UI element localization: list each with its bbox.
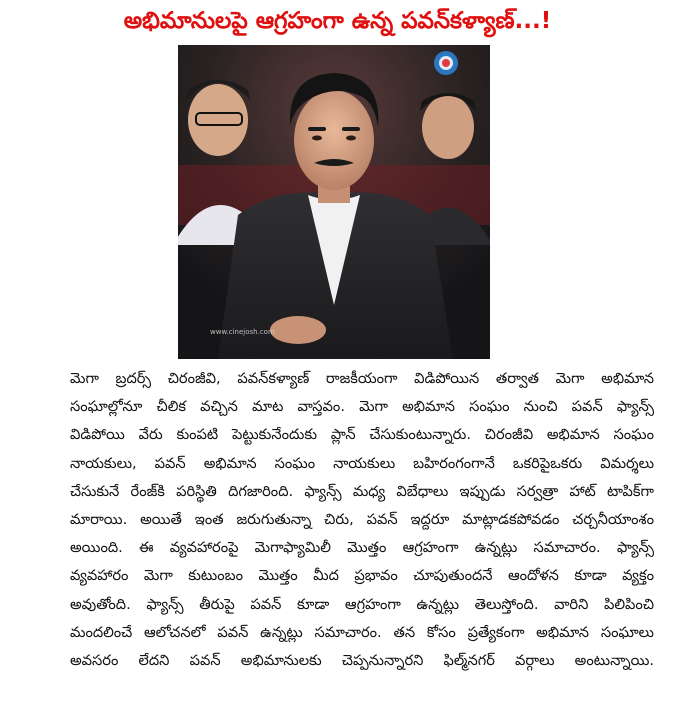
photo-illustration [178,45,490,359]
article-line: అవసరం లేదని పవన్ అభిమానులకు చెప్పనున్నారని ఫిల్మ్‌నగర్ వర్గాలు అంటున్నాయి. [70,652,654,670]
article-body [70,365,654,675]
article-line: విడిపోయి వేరు కుంపటి పెట్టుకునేందుకు ప్లాన్ చేసుకుంటున్నారు. చిరంజీవి అభిమాన సంఘం [70,426,654,444]
article-line: సంఘాల్లోనూ చీలిక వచ్చిన మాట వాస్తవం. మెగా అభిమాన సంఘం నుంచి పవన్ ఫ్యాన్స్ [70,398,654,416]
headline: అభిమానులపై ఆగ్రహంగా ఉన్న పవన్‌కళ్యాణ్...! [123,8,552,34]
article-line: అవుతోంది. ఫ్యాన్స్ తీరుపై పవన్ కూడా ఆగ్రహంగా ఉన్నట్లు తెలుస్తోంది. వారిని పిలిపించి [70,595,654,613]
article-line: అయింది. ఈ వ్యవహారంపై మెగాఫ్యామిలీ మొత్తం ఆగ్రహంగా ఉన్నట్లు సమాచారం. ఫ్యాన్స్ [70,539,654,557]
article-line: మారాయి. అయితే ఇంత జరుగుతున్నా చిరు, పవన్ ఇద్దరూ మాట్లాడకపోవడం చర్చనీయాంశం [70,511,654,529]
photo-watermark: www.cinejosh.com [210,328,275,336]
article-line: మందలించే ఆలోచనలో పవన్ ఉన్నట్లు సమాచారం. తన కోసం ప్రత్యేకంగా అభిమాన సంఘాలు [70,623,654,641]
article-photo [178,45,490,359]
article-line: నాయకులు, పవన్ అభిమాన సంఘం నాయకులు బహిరంగంగానే ఒకరిపైఒకరు విమర్శలు [70,454,654,472]
article-line: వ్యవహారం మెగా కుటుంబం మొత్తం మీద ప్రభావం చూపుతుందనే ఆందోళన కూడా వ్యక్తం [70,567,654,585]
article-line: చేసుకునే రేంజ్‌కి పరిస్థితి దిగజారింది. ఫ్యాన్స్ మధ్య విబేధాలు ఇప్పుడు సర్వత్రా హాట్ టాపిక్‌గా [70,482,654,500]
channel-logo-icon [432,49,460,77]
article-line: మెగా బ్రదర్స్ చిరంజీవి, పవన్‌కళ్యాణ్ రాజకీయంగా విడిపోయిన తర్వాత మెగా అభిమాన [70,370,654,387]
